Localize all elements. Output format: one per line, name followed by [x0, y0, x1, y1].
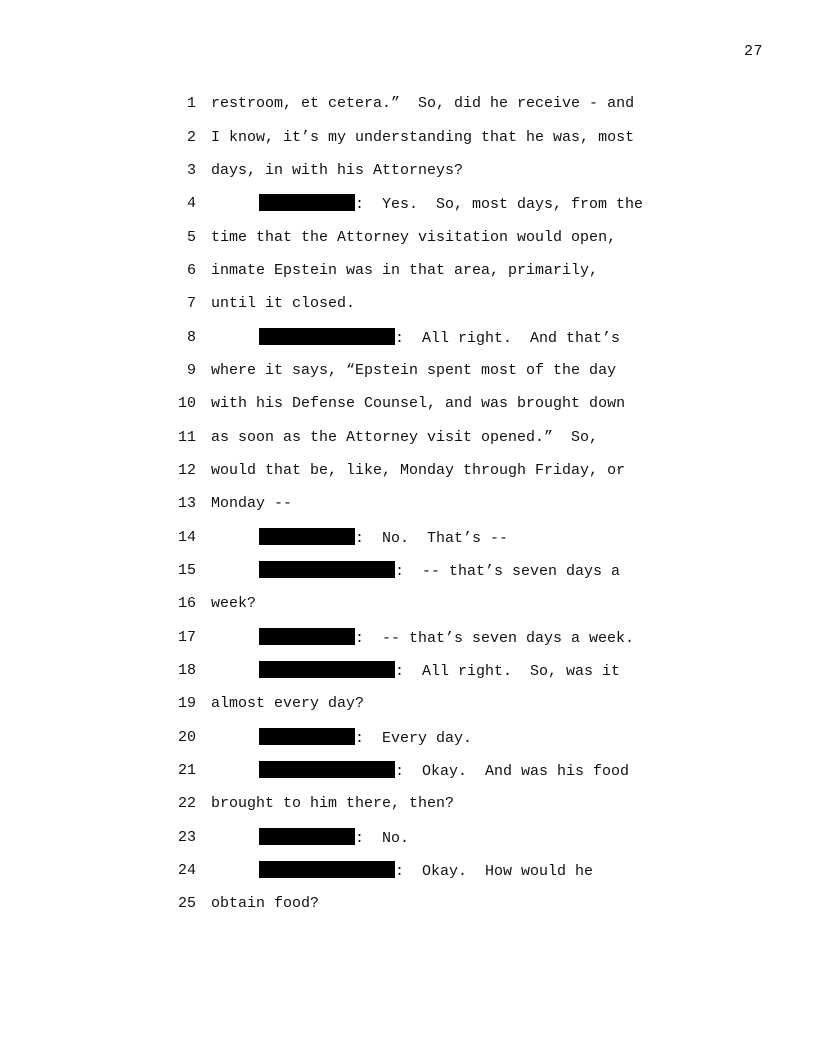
page-number: 27 — [743, 43, 763, 60]
speaker-text: : -- that’s seven days a week. — [355, 629, 635, 647]
line-text: inmate Epstein was in that area, primarily, — [211, 261, 599, 279]
transcript-line — [172, 254, 692, 287]
transcript-line — [172, 287, 692, 320]
line-number: 10 — [177, 395, 196, 413]
transcript-line — [172, 87, 692, 120]
line-number: 19 — [177, 695, 196, 713]
speaker-line — [211, 728, 472, 747]
transcript-line — [172, 420, 692, 453]
redaction-box — [259, 194, 355, 211]
line-text: Monday -- — [211, 495, 293, 513]
transcript-line — [172, 554, 692, 587]
transcript-line — [172, 887, 692, 920]
line-number: 3 — [186, 161, 196, 179]
speaker-line — [211, 861, 593, 880]
line-text: restroom, et cetera.” So, did he receive - and — [211, 95, 635, 113]
line-text: time that the Attorney visitation would open, — [211, 228, 617, 246]
speaker-text: : No. — [355, 829, 410, 847]
transcript-line — [172, 821, 692, 854]
speaker-text: : No. That’s -- — [355, 529, 509, 547]
transcript-line — [172, 387, 692, 420]
line-number: 12 — [177, 461, 196, 479]
line-number: 1 — [186, 95, 196, 113]
transcript-line — [172, 587, 692, 620]
speaker-line — [211, 661, 620, 680]
speaker-line — [211, 528, 508, 547]
line-number: 5 — [186, 228, 196, 246]
redaction-box — [259, 861, 395, 878]
redaction-box — [259, 628, 355, 645]
line-number: 13 — [177, 495, 196, 513]
line-text: until it closed. — [211, 295, 356, 313]
line-text: would that be, like, Monday through Friday, or — [211, 461, 626, 479]
line-number: 22 — [177, 795, 196, 813]
transcript-line — [172, 454, 692, 487]
transcript-line — [172, 354, 692, 387]
line-number: 4 — [186, 195, 196, 213]
transcript-line — [172, 320, 692, 353]
transcript-line — [172, 754, 692, 787]
redaction-box — [259, 561, 395, 578]
transcript-line — [172, 487, 692, 520]
speaker-line — [211, 561, 620, 580]
speaker-line — [211, 761, 629, 780]
transcript-line — [172, 187, 692, 220]
line-number: 21 — [177, 762, 196, 780]
line-number: 2 — [186, 128, 196, 146]
redaction-box — [259, 528, 355, 545]
speaker-text: : Okay. And was his food — [395, 763, 630, 781]
transcript-line — [172, 154, 692, 187]
transcript-line — [172, 721, 692, 754]
line-number: 6 — [186, 261, 196, 279]
line-number: 9 — [186, 361, 196, 379]
transcript-line — [172, 687, 692, 720]
line-text: brought to him there, then? — [211, 795, 455, 813]
line-number: 20 — [177, 728, 196, 746]
line-number: 16 — [177, 595, 196, 613]
redaction-box — [259, 661, 395, 678]
line-number: 23 — [177, 828, 196, 846]
transcript-line — [172, 654, 692, 687]
speaker-text: : Every day. — [355, 729, 473, 747]
transcript-body — [172, 87, 692, 921]
redaction-box — [259, 728, 355, 745]
redaction-box — [259, 761, 395, 778]
line-text: almost every day? — [211, 695, 365, 713]
redaction-box — [259, 328, 395, 345]
line-text: week? — [211, 595, 257, 613]
line-number: 17 — [177, 628, 196, 646]
line-text: with his Defense Counsel, and was brought down — [211, 395, 626, 413]
speaker-line — [211, 828, 409, 847]
speaker-line — [211, 328, 620, 347]
line-number: 14 — [177, 528, 196, 546]
speaker-text: : -- that’s seven days a — [395, 562, 621, 580]
speaker-text: : All right. So, was it — [395, 663, 621, 681]
transcript-line — [172, 787, 692, 820]
line-text: days, in with his Attorneys? — [211, 161, 464, 179]
line-text: where it says, “Epstein spent most of the day — [211, 361, 617, 379]
line-number: 11 — [177, 428, 196, 446]
transcript-line — [172, 854, 692, 887]
speaker-text: : Okay. How would he — [395, 863, 594, 881]
line-text: obtain food? — [211, 895, 320, 913]
speaker-line — [211, 194, 643, 213]
line-text: I know, it’s my understanding that he was, most — [211, 128, 635, 146]
transcript-line — [172, 520, 692, 553]
speaker-text: : Yes. So, most days, from the — [355, 196, 644, 214]
line-text: as soon as the Attorney visit opened.” So, — [211, 428, 599, 446]
transcript-line — [172, 220, 692, 253]
line-number: 18 — [177, 662, 196, 680]
line-number: 7 — [186, 295, 196, 313]
line-number: 8 — [186, 328, 196, 346]
redaction-box — [259, 828, 355, 845]
line-number: 15 — [177, 561, 196, 579]
transcript-line — [172, 621, 692, 654]
speaker-line — [211, 628, 634, 647]
line-number: 24 — [177, 862, 196, 880]
speaker-text: : All right. And that’s — [395, 329, 621, 347]
transcript-line — [172, 120, 692, 153]
line-number: 25 — [177, 895, 196, 913]
